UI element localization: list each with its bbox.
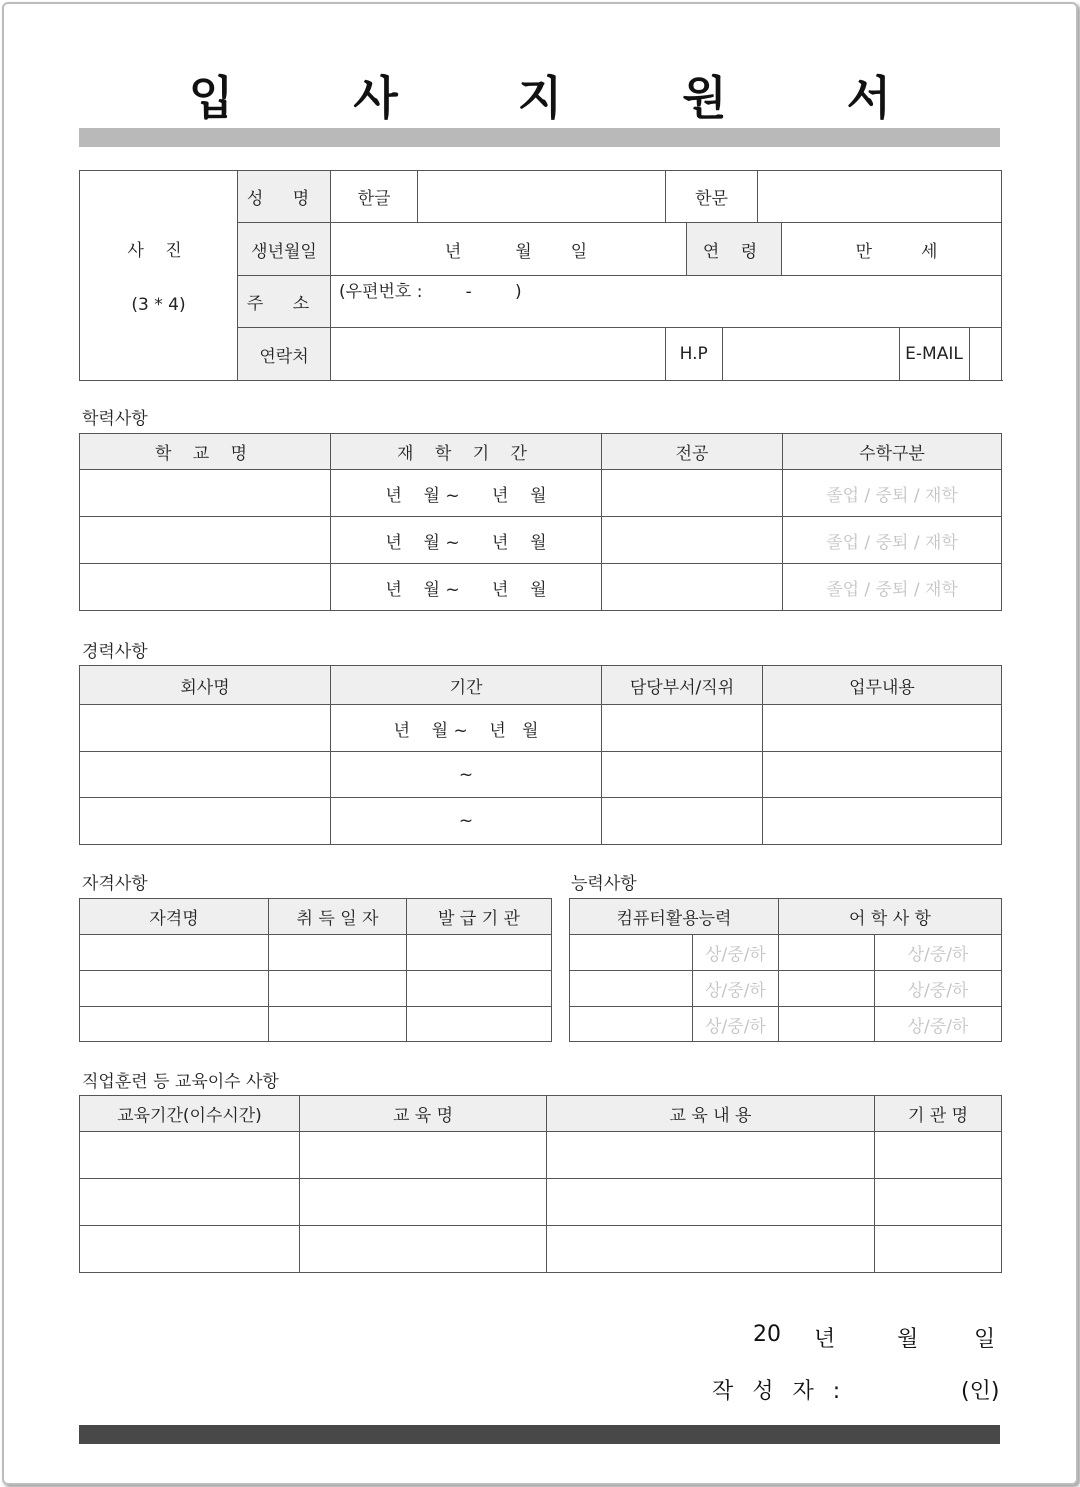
license-date-field[interactable] bbox=[269, 971, 407, 1007]
photo-box[interactable] bbox=[80, 171, 238, 381]
computer-skill-field[interactable] bbox=[570, 971, 693, 1007]
training-content-field[interactable] bbox=[547, 1179, 875, 1226]
education-header-status: 수학구분 bbox=[783, 434, 1002, 470]
duties-field[interactable] bbox=[763, 798, 1002, 845]
career-header-department: 담당부서/직위 bbox=[602, 666, 763, 705]
training-period-field[interactable] bbox=[80, 1132, 300, 1179]
language-level-field[interactable]: 상/중/하 bbox=[875, 1007, 1002, 1042]
table-row bbox=[570, 1007, 1002, 1042]
school-field[interactable] bbox=[80, 564, 331, 611]
contact-extra-cell bbox=[666, 328, 1002, 381]
license-name-field[interactable] bbox=[80, 935, 269, 971]
writer-name-field[interactable] bbox=[840, 1374, 950, 1400]
license-issuer-field[interactable] bbox=[407, 935, 552, 971]
table-row bbox=[80, 752, 1002, 798]
computer-level-field[interactable]: 상/중/하 bbox=[693, 971, 779, 1007]
computer-skill-field[interactable] bbox=[570, 1007, 693, 1042]
status-field[interactable]: 졸업 / 중퇴 / 재학 bbox=[783, 517, 1002, 564]
company-field[interactable] bbox=[80, 705, 331, 752]
writer-label: 작 성 자 : bbox=[712, 1379, 847, 1404]
birth-day: 일 bbox=[570, 241, 588, 262]
period-field[interactable] bbox=[331, 517, 602, 564]
period-field[interactable] bbox=[331, 470, 602, 517]
personal-info-table bbox=[79, 170, 1002, 381]
language-level-field[interactable]: 상/중/하 bbox=[875, 935, 1002, 971]
career-header-duties: 업무내용 bbox=[763, 666, 1002, 705]
education-header-period: 재 학 기 간 bbox=[331, 434, 602, 470]
license-date-field[interactable] bbox=[269, 1007, 407, 1042]
career-section-title: 경력사항 bbox=[82, 642, 148, 662]
table-row bbox=[80, 1132, 1002, 1179]
footer-bar bbox=[79, 1425, 1000, 1444]
hp-label-text: H.P bbox=[679, 344, 708, 364]
date-day: 일 bbox=[974, 1327, 996, 1352]
table-row bbox=[80, 705, 1002, 752]
license-section-title: 자격사항 bbox=[82, 874, 148, 894]
hanja-name-field[interactable] bbox=[758, 171, 1002, 223]
ability-header-language: 어 학 사 항 bbox=[779, 899, 1002, 935]
status-field[interactable]: 졸업 / 중퇴 / 재학 bbox=[783, 564, 1002, 611]
table-row bbox=[570, 935, 1002, 971]
photo-size: (3 * 4) bbox=[131, 295, 186, 315]
training-institution-field[interactable] bbox=[875, 1132, 1002, 1179]
major-field[interactable] bbox=[602, 470, 783, 517]
training-course-field[interactable] bbox=[300, 1179, 547, 1226]
career-period-field[interactable] bbox=[331, 798, 602, 845]
license-date-field[interactable] bbox=[269, 935, 407, 971]
training-period-field[interactable] bbox=[80, 1179, 300, 1226]
ability-section-title: 능력사항 bbox=[571, 874, 637, 894]
career-period-text: 년 월 ~ 년 월 bbox=[393, 720, 539, 741]
table-row bbox=[80, 470, 1002, 517]
duties-field[interactable] bbox=[763, 752, 1002, 798]
photo-label: 사 진 bbox=[127, 241, 190, 261]
license-name-field[interactable] bbox=[80, 971, 269, 1007]
language-level-field[interactable]: 상/중/하 bbox=[875, 971, 1002, 1007]
age-field[interactable] bbox=[782, 223, 1002, 276]
email-label: E-MAIL bbox=[899, 328, 969, 380]
license-issuer-field[interactable] bbox=[407, 971, 552, 1007]
age-label: 연 령 bbox=[687, 223, 782, 276]
training-institution-field[interactable] bbox=[875, 1179, 1002, 1226]
computer-skill-field[interactable] bbox=[570, 935, 693, 971]
major-field[interactable] bbox=[602, 517, 783, 564]
birth-month: 월 bbox=[515, 241, 532, 262]
contact-subtable bbox=[666, 328, 1001, 380]
license-header-name: 자격명 bbox=[80, 899, 269, 935]
address-label: 주 소 bbox=[238, 276, 331, 328]
training-header-content: 교 육 내 용 bbox=[547, 1096, 875, 1132]
postal-code-text: (우편번호 : - ) bbox=[339, 282, 522, 302]
license-table bbox=[79, 898, 552, 1042]
period-text: 년 월 ~ 년 월 bbox=[385, 579, 547, 600]
seal-mark: (인) bbox=[961, 1379, 1000, 1404]
license-header-issuer: 발 급 기 관 bbox=[407, 899, 552, 935]
hanja-label: 한문 bbox=[666, 171, 758, 223]
title-underline-bar bbox=[79, 128, 1000, 147]
education-header-school: 학 교 명 bbox=[80, 434, 331, 470]
birth-year: 년 bbox=[444, 241, 462, 262]
table-row bbox=[80, 1179, 1002, 1226]
computer-level-field[interactable]: 상/중/하 bbox=[693, 935, 779, 971]
language-field[interactable] bbox=[779, 1007, 875, 1042]
training-section-title: 직업훈련 등 교육이수 사항 bbox=[82, 1072, 279, 1092]
contact-label: 연락처 bbox=[238, 328, 331, 381]
birth-date-field[interactable] bbox=[331, 223, 687, 276]
language-field[interactable] bbox=[779, 971, 875, 1007]
training-content-field[interactable] bbox=[547, 1226, 875, 1273]
education-section-title: 학력사항 bbox=[82, 409, 148, 429]
contact-field[interactable] bbox=[331, 328, 666, 381]
department-field[interactable] bbox=[602, 705, 763, 752]
table-row bbox=[80, 517, 1002, 564]
name-label: 성 명 bbox=[238, 171, 331, 223]
education-header-major: 전공 bbox=[602, 434, 783, 470]
license-name-field[interactable] bbox=[80, 1007, 269, 1042]
table-row bbox=[80, 1007, 552, 1042]
period-field[interactable] bbox=[331, 564, 602, 611]
page-title: 입 사 지 원 서 bbox=[188, 71, 944, 125]
date-prefix: 20 bbox=[753, 1322, 781, 1347]
training-course-field[interactable] bbox=[300, 1226, 547, 1273]
major-field[interactable] bbox=[602, 564, 783, 611]
training-header-period: 교육기간(이수시간) bbox=[80, 1096, 300, 1132]
training-header-institution: 기 관 명 bbox=[875, 1096, 1002, 1132]
training-course-field[interactable] bbox=[300, 1132, 547, 1179]
status-field[interactable]: 졸업 / 중퇴 / 재학 bbox=[783, 470, 1002, 517]
ability-table bbox=[569, 898, 1002, 1042]
date-month: 월 bbox=[897, 1327, 919, 1352]
career-header-company: 회사명 bbox=[80, 666, 331, 705]
training-header-course: 교 육 명 bbox=[300, 1096, 547, 1132]
age-man: 만 bbox=[855, 241, 873, 262]
table-row bbox=[80, 935, 552, 971]
hangul-name-field[interactable] bbox=[418, 171, 666, 223]
training-institution-field[interactable] bbox=[875, 1226, 1002, 1273]
table-row bbox=[80, 971, 552, 1007]
hp-label-cell bbox=[666, 328, 722, 380]
address-field[interactable] bbox=[331, 276, 1002, 328]
training-content-field[interactable] bbox=[547, 1132, 875, 1179]
ability-header-computer: 컴퓨터활용능력 bbox=[570, 899, 779, 935]
career-period-text: ~ bbox=[458, 811, 474, 831]
company-field[interactable] bbox=[80, 752, 331, 798]
career-period-text: ~ bbox=[458, 764, 474, 785]
hangul-label: 한글 bbox=[331, 171, 418, 223]
age-unit: 세 bbox=[921, 241, 938, 262]
date-year: 년 bbox=[814, 1327, 836, 1352]
school-field[interactable] bbox=[80, 470, 331, 517]
school-field[interactable] bbox=[80, 517, 331, 564]
department-field[interactable] bbox=[602, 798, 763, 845]
training-table bbox=[79, 1095, 1002, 1273]
education-table bbox=[79, 433, 1002, 611]
department-field[interactable] bbox=[602, 752, 763, 798]
table-row bbox=[80, 564, 1002, 611]
birth-label: 생년월일 bbox=[238, 223, 331, 276]
career-period-field[interactable] bbox=[331, 705, 602, 752]
career-period-field[interactable] bbox=[331, 752, 602, 798]
computer-level-field[interactable]: 상/중/하 bbox=[693, 1007, 779, 1042]
period-text: 년 월 ~ 년 월 bbox=[385, 532, 547, 553]
license-issuer-field[interactable] bbox=[407, 1007, 552, 1042]
table-row bbox=[570, 971, 1002, 1007]
license-header-date: 취 득 일 자 bbox=[269, 899, 407, 935]
career-header-period: 기간 bbox=[331, 666, 602, 705]
table-row bbox=[80, 1226, 1002, 1273]
hp-field[interactable] bbox=[722, 328, 899, 380]
table-row bbox=[80, 798, 1002, 845]
language-field[interactable] bbox=[779, 935, 875, 971]
career-table bbox=[79, 665, 1002, 845]
period-text: 년 월 ~ 년 월 bbox=[385, 485, 547, 506]
training-period-field[interactable] bbox=[80, 1226, 300, 1273]
company-field[interactable] bbox=[80, 798, 331, 845]
email-field[interactable] bbox=[969, 328, 1001, 380]
duties-field[interactable] bbox=[763, 705, 1002, 752]
